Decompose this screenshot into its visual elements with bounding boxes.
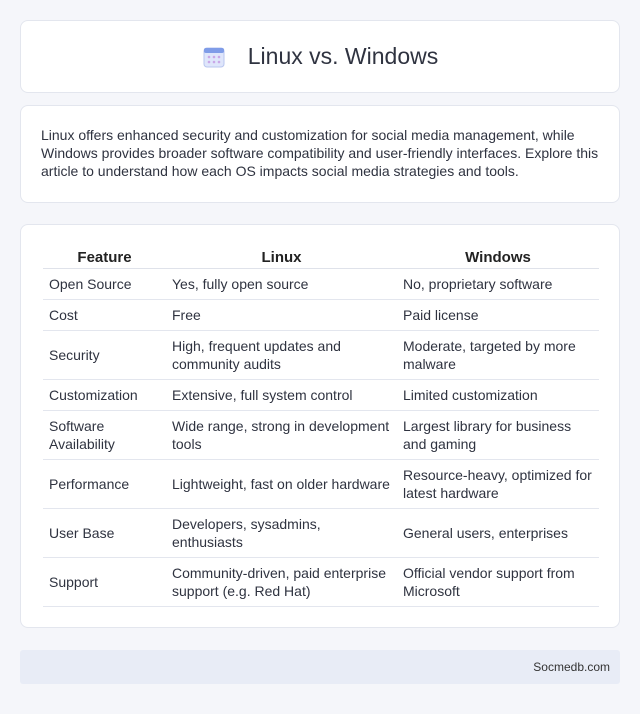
footer (20, 650, 620, 684)
table-row (43, 380, 599, 411)
table-row (43, 331, 599, 380)
table-cell: Paid license (397, 300, 599, 331)
table-row (43, 300, 599, 331)
table-cell: Free (166, 300, 397, 331)
header-windows: Windows (397, 245, 599, 269)
table-cell: Official vendor support from Microsoft (397, 558, 599, 607)
table-row (43, 411, 599, 460)
table-cell: Extensive, full system control (166, 380, 397, 411)
table-cell: Yes, fully open source (166, 269, 397, 300)
table-cell: No, proprietary software (397, 269, 599, 300)
table-header-row (43, 245, 599, 269)
table-row (43, 509, 599, 558)
table-cell: User Base (43, 509, 166, 558)
table-cell: Developers, sysadmins, enthusiasts (166, 509, 397, 558)
table-cell: Software Availability (43, 411, 166, 460)
table-cell: Moderate, targeted by more malware (397, 331, 599, 380)
table-cell: Cost (43, 300, 166, 331)
table-row (43, 460, 599, 509)
table-cell: Resource-heavy, optimized for latest hardware (397, 460, 599, 509)
comparison-table-card (20, 224, 620, 628)
source-label: Socmedb.com (533, 660, 610, 674)
header-feature: Feature (43, 245, 166, 269)
table-row (43, 269, 599, 300)
comparison-table (43, 245, 599, 607)
table-cell: Support (43, 558, 166, 607)
intro-text: Linux offers enhanced security and customization for social media management, while Windows provides broader software compatibility and user-friendly interfaces. Explore this article to understand how each OS impacts social media strategies and tools. (41, 127, 599, 179)
table-cell: Lightweight, fast on older hardware (166, 460, 397, 509)
title-card (20, 20, 620, 93)
table-cell: Open Source (43, 269, 166, 300)
table-cell: Community-driven, paid enterprise support (e.g. Red Hat) (166, 558, 397, 607)
table-cell: Security (43, 331, 166, 380)
intro-card (20, 105, 620, 203)
table-cell: Customization (43, 380, 166, 411)
table-cell: Largest library for business and gaming (397, 411, 599, 460)
table-cell: Performance (43, 460, 166, 509)
table-cell: Wide range, strong in development tools (166, 411, 397, 460)
table-row (43, 558, 599, 607)
table-cell: General users, enterprises (397, 509, 599, 558)
table-cell: Limited customization (397, 380, 599, 411)
header-linux: Linux (166, 245, 397, 269)
page-title: Linux vs. Windows (247, 43, 439, 69)
table-cell: High, frequent updates and community audits (166, 331, 397, 380)
calendar-icon (202, 45, 226, 69)
